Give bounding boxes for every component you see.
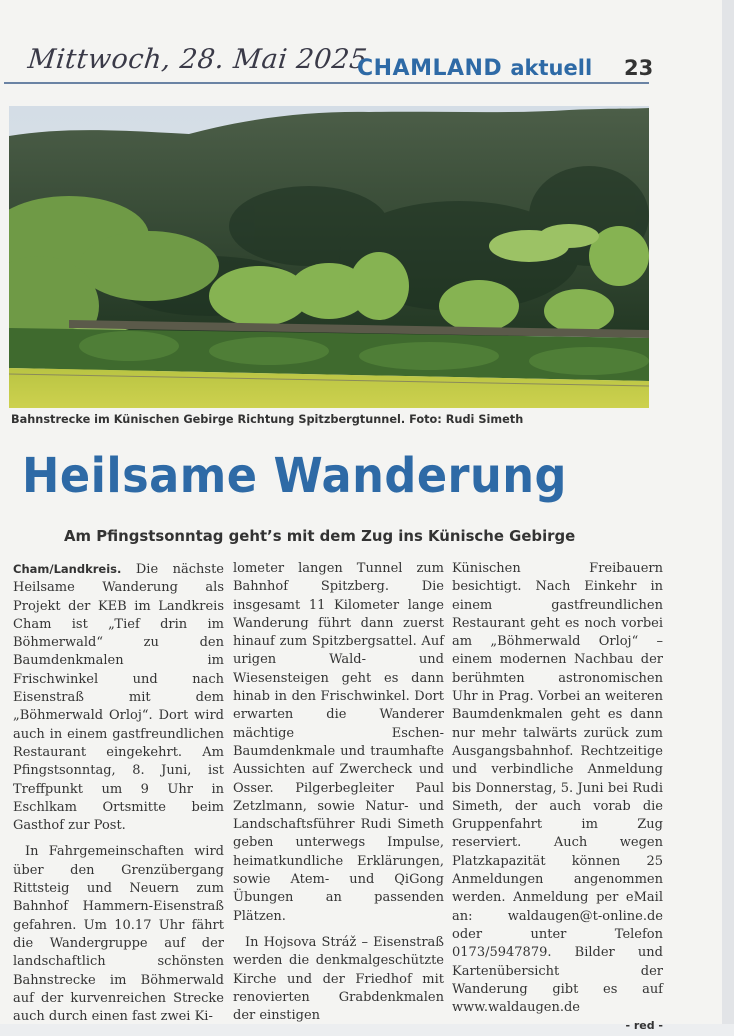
article-column-2 <box>233 560 444 1025</box>
section-name-aktuell: aktuell <box>510 56 593 80</box>
article-subheadline: Am Pfingstsonntag geht’s mit dem Zug ins Künische Gebirge <box>64 527 576 545</box>
section-name-chamland: CHAMLAND <box>357 56 503 81</box>
paragraph: In Hojsova Stráž – Eisenstraß werden die denkmalgeschützte Kirche und der Friedhof mit renovierten Grabdenkmalen der einstigen <box>233 934 444 1024</box>
handwritten-date: Mittwoch, 28. Mai 2025 <box>26 44 369 75</box>
paragraph: In Fahrgemeinschaften wird über den Grenzübergang Rittsteig und Neuern zum Bahnhof Hammern-Eisenstraß gefahren. Um 10.17 Uhr fährt die Wandergruppe auf der landschaftlich schönsten Bahnstrecke im Böhmerwald auf der kurvenreichen Strecke auch durch einen fast zwei Ki- <box>13 844 224 1025</box>
dateline: Cham/Landkreis. <box>13 562 122 576</box>
section-title <box>357 56 592 81</box>
page-number: 23 <box>624 56 654 80</box>
author-signature: - red - <box>625 1019 663 1033</box>
paragraph: Künischen Freibauern besichtigt. Nach Einkehr in einem gastfreundlichen Restaurant geht es noch vorbei am „Böhmerwald Orloj“ – einem modernen Nachbau der berühmten astronomischen Uhr in Prag. Vorbei an weiteren Baumdenkmalen geht es dann nur mehr talwärts zurück zum Ausgangsbahnhof. Rechtzeitige und verbindliche Anmeldung bis Donnerstag, 5. Juni bei Rudi Simeth, der auch vorab die Gruppenfahrt im Zug reserviert. Auch wegen Platzkapazität können 25 Anmeldungen angenommen werden. Anmeldung per eMail an: waldaugen@t-online.de oder unter Telefon 0173/5947879. Bilder und Kartenübersicht der Wanderung gibt es auf www.waldaugen.de <box>452 561 663 1016</box>
paragraph <box>13 560 224 835</box>
paragraph-text: Die nächste Heilsame Wanderung als Projekt der KEB im Landkreis Cham ist „Tief drin im Böhmerwald“ zu den Baumdenkmalen im Frischwinkel und nach Eisenstraß mit dem „Böhmerwald Orloj“. Dort wird auch in einem gastfreundlichen Restaurant eingekehrt. Am Pfingstsonntag, 8. Juni, ist Treffpunkt um 9 Uhr in Eschlkam Ortsmitte beim Gasthof zur Post. <box>13 562 224 834</box>
article-column-1 <box>13 560 224 1026</box>
header-rule <box>4 82 649 84</box>
landscape-photo <box>9 106 649 408</box>
article-column-3 <box>452 560 663 1036</box>
article-headline: Heilsame Wanderung <box>22 448 567 504</box>
page-edge <box>722 0 734 1024</box>
paragraph: lometer langen Tunnel zum Bahnhof Spitzberg. Die insgesamt 11 Kilometer lange Wanderung führt dann zuerst hinauf zum Spitzbergsattel. Auf urigen Wald- und Wiesensteigen geht es dann hinab in den Frischwinkel. Dort erwarten die Wanderer mächtige Eschen-Baumdenkmale und traumhafte Aussichten auf Zwercheck und Osser. Pilgerbegleiter Paul Zetzlmann, sowie Natur- und Landschaftsführer Rudi Simeth geben unterwegs Impulse, heimatkundliche Erklärungen, sowie Atem- und QiGong Übungen an passenden Plätzen. <box>233 561 444 924</box>
photo-caption: Bahnstrecke im Künischen Gebirge Richtung Spitzbergtunnel. Foto: Rudi Simeth <box>11 413 524 426</box>
